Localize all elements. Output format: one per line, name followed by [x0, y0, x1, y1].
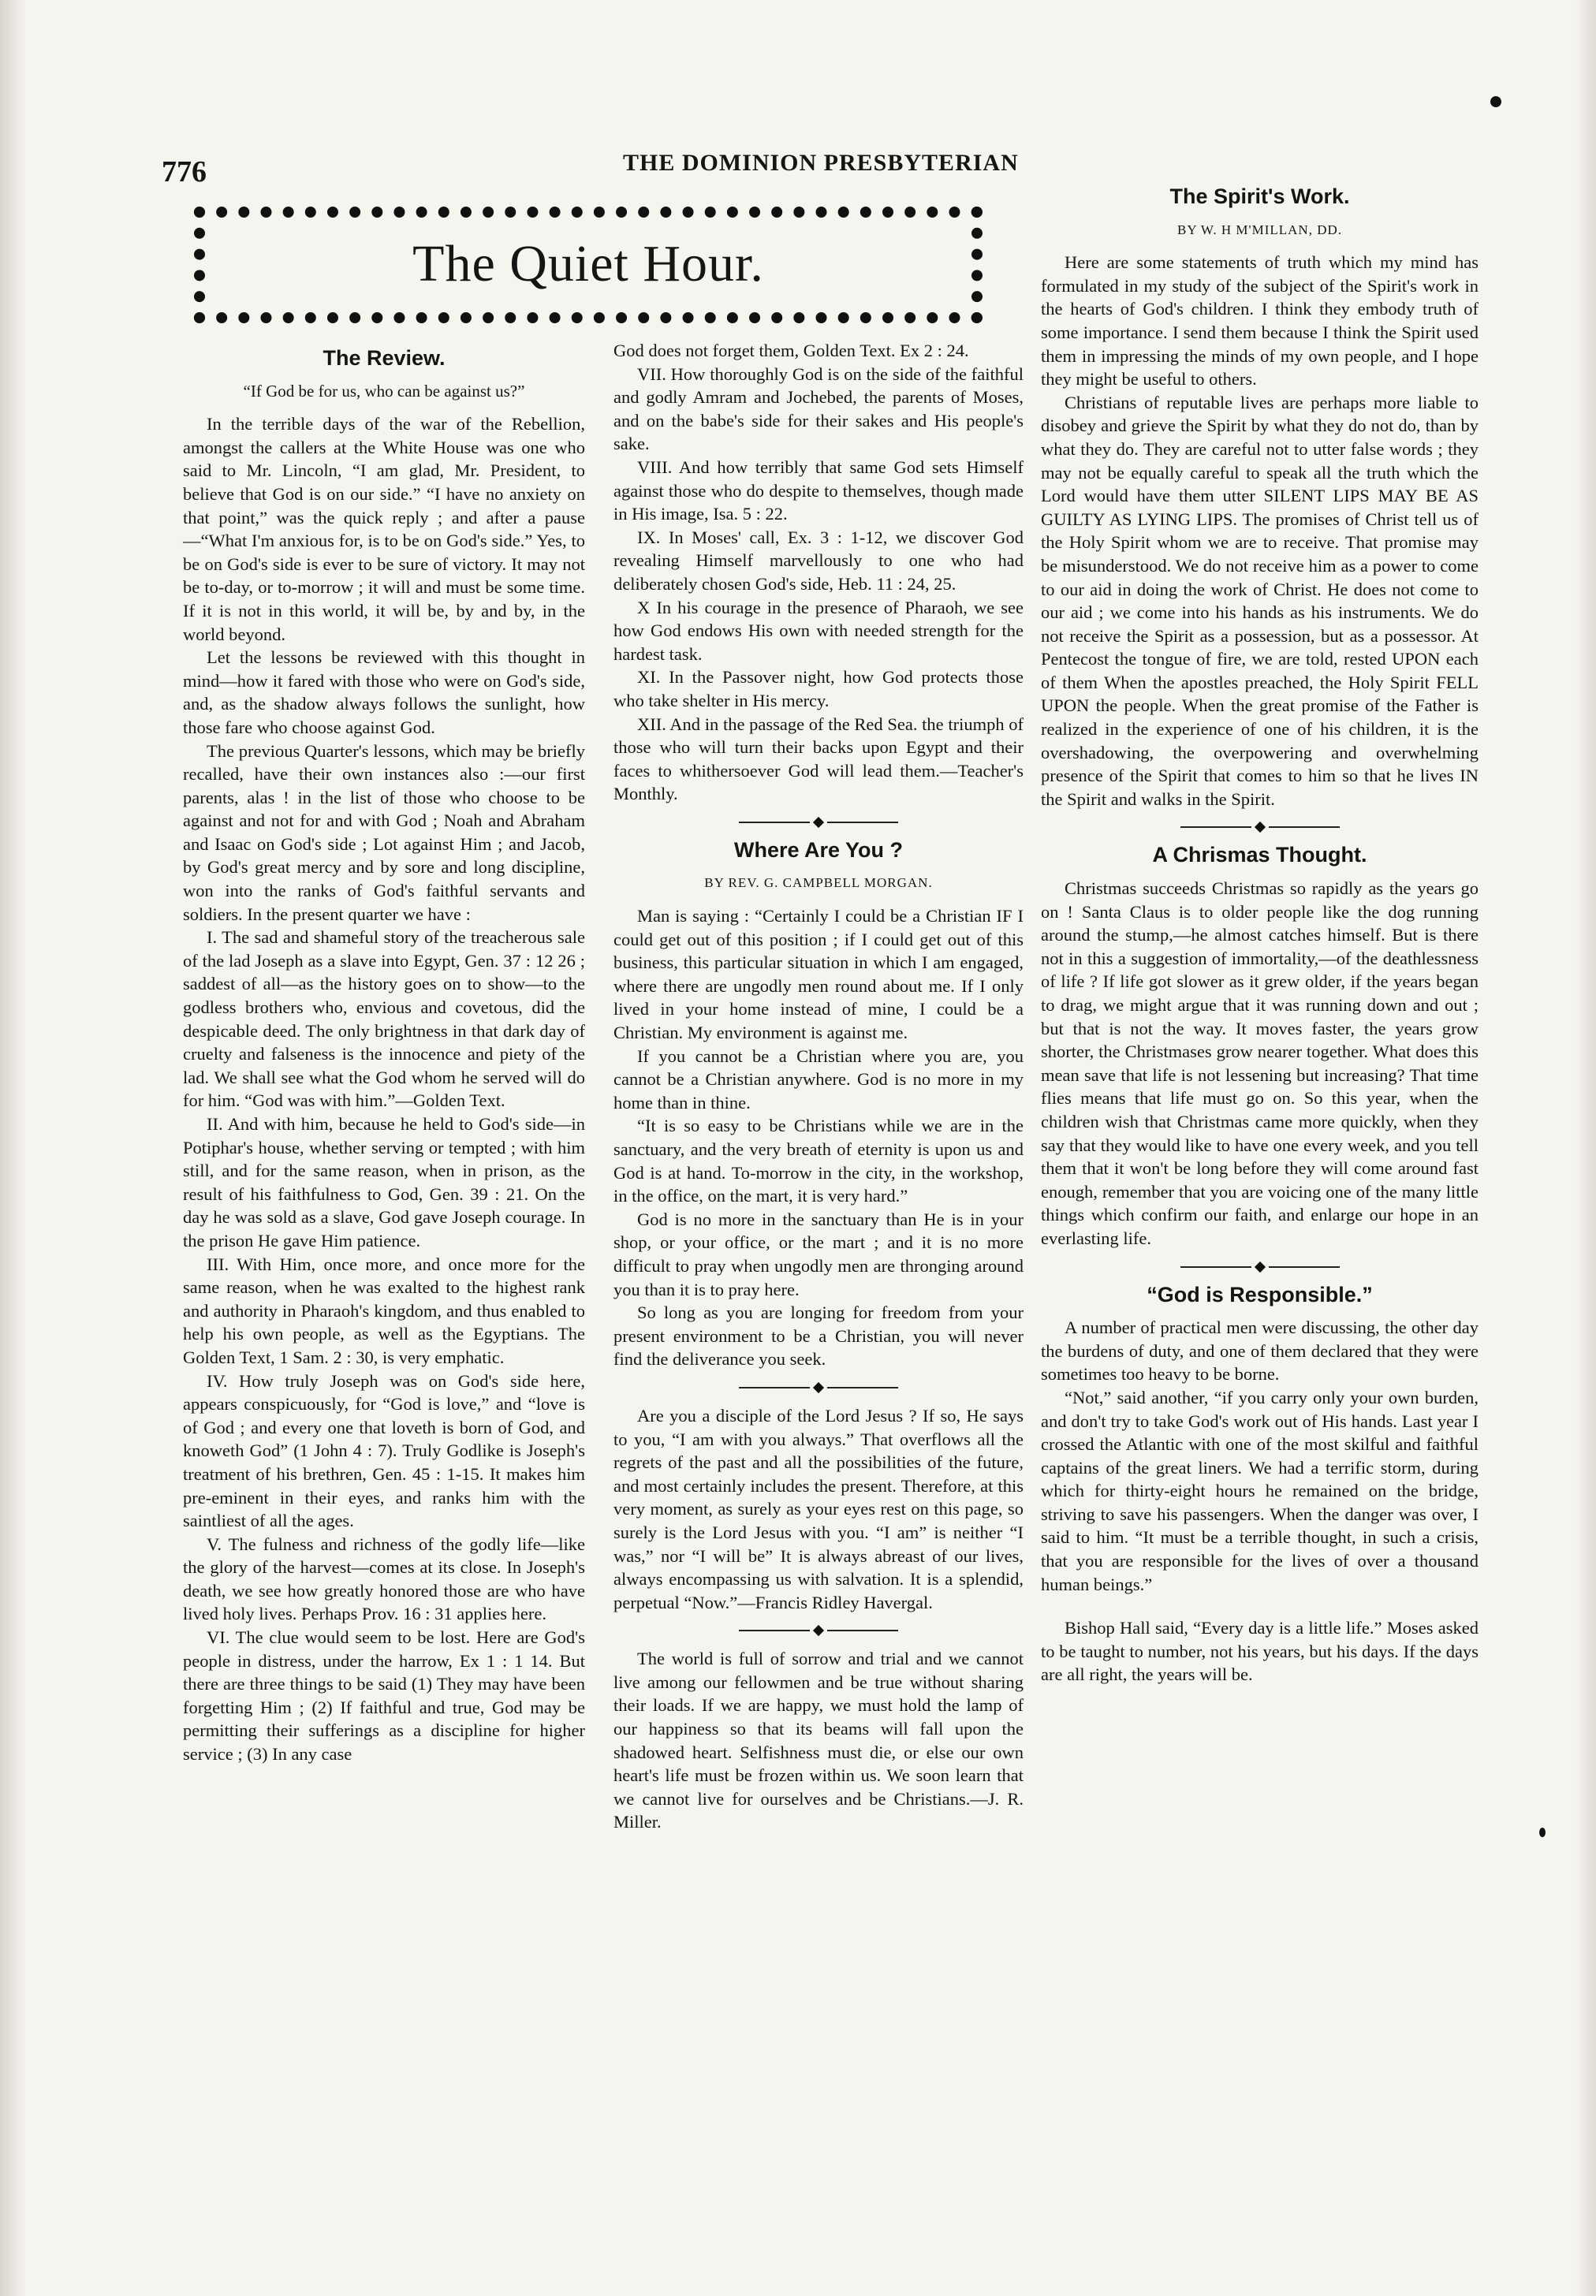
paragraph: IV. How truly Joseph was on God's side here, appears conspicuously, for “God is love,” and “love is of God ; and every one that loveth is born of God, and knoweth God” (1 John 4 : 7). Truly Godlike is Joseph's treatment of his brethren, Gen. 45 : 1-15. It makes him pre-eminent in their eyes, and ranks him with the saintliest of all the ages. [183, 1370, 585, 1531]
paragraph: The world is full of sorrow and trial and we cannot live among our fellowmen and be true without sharing their loads. If we are happy, we must hold the lamp of our happiness so that its beams will fall upon the shadowed heart. Selfishness must die, or else our own heart's life must be frozen within us. We soon learn that we cannot live for ourselves and be Christians.—J. R. Miller. [613, 1649, 1024, 1832]
paragraph: If you cannot be a Christian where you are, you cannot be a Christian anywhere. God is no more in my home than in thine. [613, 1046, 1024, 1113]
paragraph: III. With Him, once more, and once more for the same reason, when he was exalted to the highest rank and authority in Pharaoh's kingdom, and thus enabled to help his own people, as well as the Egyptians. The Golden Text, 1 Sam. 2 : 30, is very emphatic. [183, 1254, 585, 1367]
section-divider [1041, 823, 1479, 831]
paragraph: VII. How thoroughly God is on the side of the faithful and godly Amram and Jochebed, the parents of Moses, and on the babe's side for their sakes and His people's sake. [613, 363, 1024, 454]
article-byline: BY W. H M'MILLAN, DD. [1176, 222, 1343, 237]
article-title-where-are-you: Where Are You ? [733, 837, 904, 862]
article-byline: BY REV. G. CAMPBELL MORGAN. [704, 875, 933, 891]
paragraph: The previous Quarter's lessons, which may be briefly recalled, have their own instances also :—our first parents, alas ! in the list of those who choose to be against and not for and with God ; Noah and Abraham and Isaac on God's side ; Lot against Him ; and Jacob, by God's great mercy and by sore and long discipline, won into the ranks of God's faithful servants and soldiers. In the present quarter we have : [183, 740, 585, 924]
section-title: The Quiet Hour. [412, 235, 764, 293]
page-edge-shadow-left [0, 0, 27, 2296]
paragraph: X In his courage in the presence of Pharaoh, we see how God endows His own with needed strength for the hardest task. [613, 597, 1024, 664]
paragraph: V. The fulness and richness of the godly life—like the glory of the harvest—comes at its close. In Joseph's death, we see how greatly honored those are who have lived holy lives. Perhaps Prov. 16 : 31 applies here. [183, 1534, 585, 1624]
section-divider [613, 1627, 1024, 1634]
article-epigraph-review: “If God be for us, who can be against us?” [243, 381, 525, 401]
paragraph: VIII. And how terribly that same God sets Himself against those who do despite to themselves, though made in His image, Isa. 5 : 22. [613, 457, 1024, 524]
paragraph: Let the lessons be reviewed with this thought in mind—how it fared with those who were on God's side, and, as the shadow always follows the sunlight, how those fare who choose against God. [183, 647, 585, 737]
ink-speck [1490, 96, 1501, 107]
page-number: 776 [162, 155, 207, 188]
paragraph: God is no more in the sanctuary than He is in your shop, or your office, or the mart ; and it is no more difficult to pray when ungodly men are thronging around you than it is to pray here. [613, 1209, 1024, 1299]
column-middle [613, 339, 1024, 1834]
paragraph: In the terrible days of the war of the Rebellion, amongst the callers at the White House was one who said to Mr. Lincoln, “I am glad, Mr. President, to believe that God is on our side.” “I have no anxiety on that point,” was the quick reply ; and after a pause—“What I'm anxious for, is to be on God's side.” Yes, to be on God's side is ever to be sure of victory. It may not be to-day, or to-morrow ; it will and must be some time. If it is not in this world, it will be, by and by, in the world beyond. [183, 414, 585, 644]
paragraph: “Not,” said another, “if you carry only your own burden, and don't try to take God's work out of His hands. Last year I crossed the Atlantic with one of the most skilful and faithful captains of the great liners. We had a terrific storm, during which for thirty-eight hours he remained on the bridge, striving to save his passengers. When the danger was over, I said to him. “It must be a terrible thought, in such a crisis, that you are responsible for the lives of over a thousand human beings.” [1041, 1387, 1479, 1594]
article-title-christmas: A Chrismas Thought. [1152, 843, 1367, 867]
paragraph: So long as you are longing for freedom from your present environment to be a Christian, you will never find the deliverance you seek. [613, 1303, 1024, 1370]
article-title-god-is-responsible: “God is Responsible.” [1147, 1282, 1373, 1306]
article-title-spirits-work: The Spirit's Work. [1169, 184, 1350, 208]
column-left [183, 339, 585, 1766]
paragraph: I. The sad and shameful story of the treacherous sale of the lad Joseph as a slave into Egypt, Gen. 37 : 12 26 ; saddest of all—as the history goes on to show—to the godless brothers who, envious and covetous, did the despicable deed. The only brightness in that dark day of cruelty and falseness is the innocence and piety of the lad. We shall see what the God whom he served will do for him. “God was with him.”—Golden Text. [183, 927, 585, 1111]
paragraph: XI. In the Passover night, how God protects those who take shelter in His mercy. [613, 667, 1024, 710]
section-divider [1041, 1263, 1479, 1271]
paragraph: Here are some statements of truth which my mind has formulated in my study of the subject of the Spirit's work in the hearts of God's children. I think they embody truth of some importance. I send them because I think the Spirit used them in impressing the minds of my own people, and I hope they might be useful to others. [1041, 252, 1479, 390]
paragraph: Bishop Hall said, “Every day is a little life.” Moses asked to be taught to number, not his years, but his days. If the days are all right, the years will be. [1041, 1618, 1479, 1685]
paragraph: Are you a disciple of the Lord Jesus ? If so, He says to you, “I am with you always.” That overflows all the regrets of the past and all the possibilities of the future, and most certainly includes the present. Therefore, at this very moment, as surely as your eyes rest on this page, so surely is the Lord Jesus with you. “I am” is neither “I was,” nor “I will be” It is always abreast of our lives, always encompassing us with salvation. It is a splendid, perpetual “Now.”—Francis Ridley Havergal. [613, 1405, 1024, 1612]
paragraph: Christians of reputable lives are perhaps more liable to disobey and grieve the Spirit by what they do not do, than by what they do. They are careful not to utter false words ; they may not be equally careful to speak all the truth which the Lord would have them utter SILENT LIPS MAY BE AS GUILTY AS LYING LIPS. The promises of Christ tell us of the Holy Spirit whom we are to receive. That promise may be misunderstood. We do not receive him as a power to come to our aid in doing the work of Christ. He does not come to our aid ; we come into his hands as his instruments. We do not receive the Spirit as a possession, but as a possessor. At Pentecost the tongue of fire, we are told, rested UPON each of them When the apostles preached, the Holy Spirit FELL UPON the people. When the great promise of the Father is realized in the experience of one of his children, it is the overshadowing, the overpowering and overwhelming presence of the Spirit that comes to him so that he lives IN the Spirit and walks in the Spirit. [1041, 392, 1479, 809]
article-title-review: The Review. [323, 346, 446, 370]
section-divider [613, 1384, 1024, 1392]
paragraph: VI. The clue would seem to be lost. Here are God's people in distress, under the harrow, Ex 1 : 1 14. But there are three things to be said (1) They may have been forgetting Him ; (2) If faithful and true, God may be permitting their sufferings as a discipline for higher service ; (3) In any case [183, 1627, 585, 1765]
paragraph: II. And with him, because he held to God's side—in Potiphar's house, whether serving or tempted ; with him still, and for the same reason, when in prison, as the result of his faithfulness to God, Gen. 39 : 21. On the day he was sold as a slave, God gave Joseph courage. In the prison He gave Him patience. [183, 1114, 585, 1250]
page-edge-shadow-right [1575, 0, 1596, 2296]
section-divider [613, 818, 1024, 826]
paragraph: A number of practical men were discussing, the other day the burdens of duty, and one of them declared that they were sometimes too heavy to be borne. [1041, 1318, 1479, 1385]
column-right [1041, 177, 1479, 1687]
paragraph: Man is saying : “Certainly I could be a Christian IF I could get out of this position ; if I could get out of this business, this particular situation in which I am engaged, where there are ungodly men round about me. If I only lived in your home instead of mine, I could be a Christian. My environment is against me. [613, 906, 1024, 1043]
paragraph: God does not forget them, Golden Text. Ex 2 : 24. [613, 341, 969, 360]
section-title-box [194, 207, 983, 323]
paragraph: Christmas succeeds Christmas so rapidly as the years go on ! Santa Claus is to older people like the dog running around the stump,—he almost catches himself. But is there not in this a suggestion of immortality,—of the deathlessness of life ? If life got slower as it grew older, if the years began to drag, we might argue that it was running down and out ; but that is not the way. It moves faster, the years grow shorter, the Christmases grow nearer together. What does this mean save that life is not lessening but increasing? That time flies means that life must go on. So this year, when the children wish that Christmas came more quickly, when they say that they would like to have one every week, and you tell them that it won't be long before they will come around fast enough, remember that you are voicing one of the many little things which confirm our faith, and enlarge our hope in an everlasting life. [1041, 878, 1479, 1248]
ink-speck [1539, 1828, 1546, 1837]
paragraph: IX. In Moses' call, Ex. 3 : 1-12, we discover God revealing Himself marvellously to one who had deliberately chosen God's side, Heb. 11 : 24, 25. [613, 527, 1024, 594]
paragraph: XII. And in the passage of the Red Sea. the triumph of those who will turn their backs upon Egypt and their faces to whithersoever God will lead them.—Teacher's Monthly. [613, 714, 1024, 804]
paragraph: “It is so easy to be Christians while we are in the sanctuary, and the very breath of eternity is upon us and God is at hand. To-morrow in the city, in the workshop, in the office, on the mart, it is very hard.” [613, 1116, 1024, 1206]
running-head: THE DOMINION PRESBYTERIAN [623, 150, 1019, 176]
